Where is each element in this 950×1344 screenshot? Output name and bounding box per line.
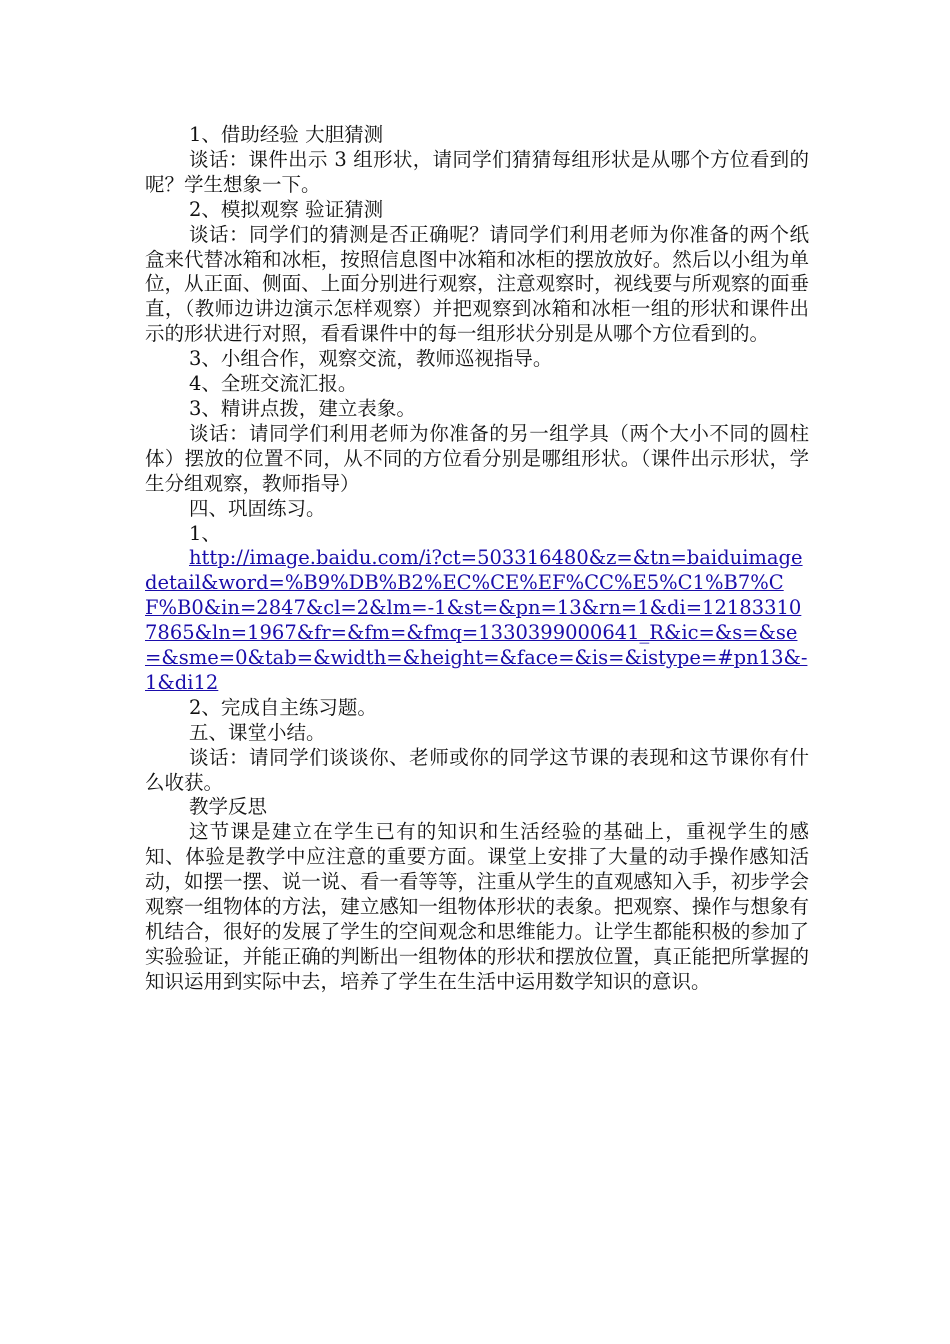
practice-item-2: 2、完成自主练习题。 [189, 695, 377, 719]
dialogue-2: 谈话：同学们的猜测是否正确呢？请同学们利用老师为你准备的两个纸盒来代替冰箱和冰柜，按照信息图中冰箱和冰柜的摆放放好。然后以小组为单位，从正面、侧面、上面分别进行观察，注意观察时，视线要与所观察的面垂直，（教师边讲边演示怎样观察）并把观察到冰箱和冰柜一组的形状和课件出示的形状进行对照，看看课件中的每一组形状分别是从哪个方位看到的。 [145, 222, 809, 346]
step-3b: 3、精讲点拨，建立表象。 [189, 396, 416, 420]
step-4: 4、全班交流汇报。 [189, 372, 358, 396]
image-link[interactable]: http://image.baidu.com/i?ct=503316480&z=&tn=baiduimagedetail&word=%B9%DB%B2%EC%CE%EF%CC%E5%C1%B7%CF%B0&in=2847&cl=2&lm=-1&st=&pn=13&rn=1&di=121833107865&ln=1967&fr=&fm=&fmq=1330399000641_R&ic=&s=&se=&sme=0&tab=&width=&height=&face=&is=&istype=#pn13&-1&di12 [145, 546, 808, 694]
section-summary: 五、课堂小结。 [189, 720, 326, 744]
document-page [145, 123, 809, 995]
practice-item-1: 1、 [189, 521, 221, 545]
link-paragraph [145, 546, 809, 695]
reflection-body: 这节课是建立在学生已有的知识和生活经验的基础上，重视学生的感知、体验是教学中应注意的重要方面。课堂上安排了大量的动手操作感知活动，如摆一摆、说一说、看一看等等，注重从学生的直观感知入手，初步学会观察一组物体的方法，建立感知一组物体形状的表象。把观察、操作与想象有机结合，很好的发展了学生的空间观念和思维能力。让学生都能积极的参加了实验验证，并能正确的判断出一组物体的形状和摆放位置，真正能把所掌握的知识运用到实际中去，培养了学生在生活中运用数学知识的意识。 [145, 820, 809, 993]
heading-2: 2、模拟观察 验证猜测 [189, 197, 384, 221]
heading-1: 1、借助经验 大胆猜测 [189, 123, 384, 146]
reflection-heading: 教学反思 [189, 795, 268, 819]
section-practice: 四、巩固练习。 [189, 496, 326, 520]
step-3: 3、小组合作，观察交流，教师巡视指导。 [189, 347, 553, 371]
dialogue-4: 谈话：请同学们谈谈你、老师或你的同学这节课的表现和这节课你有什么收获。 [145, 745, 809, 794]
dialogue-1: 谈话：课件出示 3 组形状，请同学们猜猜每组形状是从哪个方位看到的呢？学生想象一下。 [145, 147, 809, 196]
dialogue-3: 谈话：请同学们利用老师为你准备的另一组学具（两个大小不同的圆柱体）摆放的位置不同，从不同的方位看分别是哪组形状。（课件出示形状，学生分组观察，教师指导） [145, 421, 809, 495]
